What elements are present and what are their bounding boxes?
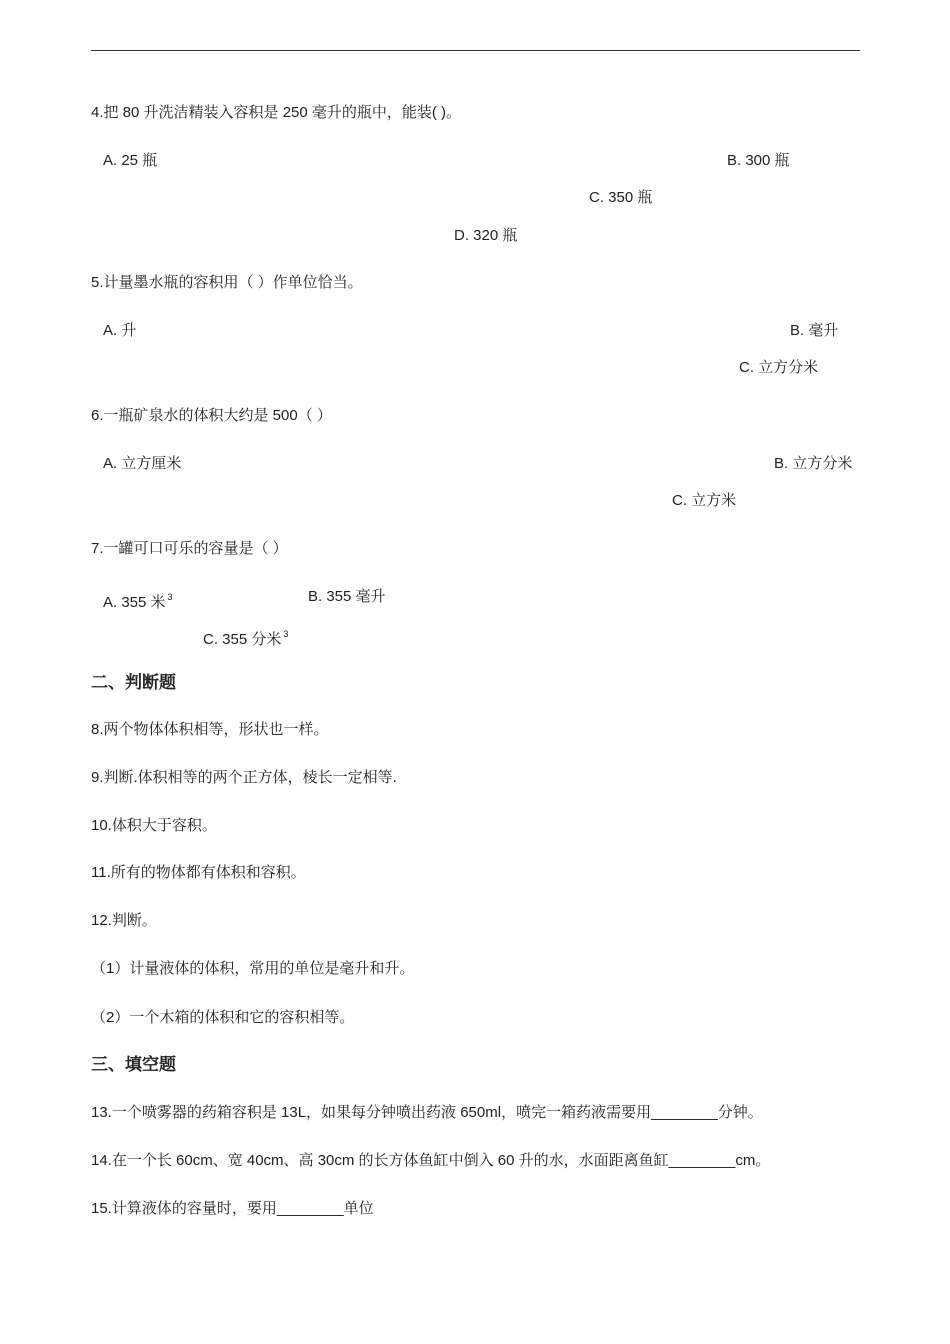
- question-7-option-c-text: C. 355 分米: [203, 631, 282, 648]
- question-10: 10.体积大于容积。: [91, 817, 217, 834]
- question-13: 13.一个喷雾器的药箱容积是 13L，如果每分钟喷出药液 650ml，喷完一箱药液需要用________分钟。: [91, 1104, 763, 1121]
- question-6-option-a[interactable]: A. 立方厘米: [103, 455, 182, 472]
- question-6-option-b[interactable]: B. 立方分米: [774, 455, 853, 472]
- question-12-part-2: （2）一个木箱的体积和它的容积相等。: [91, 1009, 355, 1026]
- question-5-stem: 5.计量墨水瓶的容积用（ ）作单位恰当。: [91, 274, 363, 291]
- question-4-option-c[interactable]: C. 350 瓶: [589, 189, 653, 206]
- question-4-stem: 4.把 80 升洗洁精装入容积是 250 毫升的瓶中，能装( )。: [91, 104, 462, 121]
- question-4-option-b[interactable]: B. 300 瓶: [727, 152, 790, 169]
- question-9: 9.判断.体积相等的两个正方体，棱长一定相等.: [91, 769, 397, 786]
- question-11: 11.所有的物体都有体积和容积。: [91, 864, 306, 881]
- question-7-option-c[interactable]: [203, 624, 288, 650]
- question-7-option-a-text: A. 355 米: [103, 594, 166, 611]
- question-14: 14.在一个长 60cm、宽 40cm、高 30cm 的长方体鱼缸中倒入 60 升的水，水面距离鱼缸________cm。: [91, 1152, 771, 1169]
- question-7-option-a[interactable]: [103, 587, 173, 613]
- question-6-option-c[interactable]: C. 立方米: [672, 492, 737, 509]
- question-15: 15.计算液体的容量时，要用________单位: [91, 1200, 374, 1217]
- question-5-option-a[interactable]: A. 升: [103, 322, 137, 339]
- question-5-option-c[interactable]: C. 立方分米: [739, 359, 819, 376]
- section-heading-judgement: 二、判断题: [91, 673, 176, 692]
- header-rule: [91, 50, 860, 51]
- question-12-stem: 12.判断。: [91, 912, 157, 929]
- question-5-option-b[interactable]: B. 毫升: [790, 322, 839, 339]
- superscript: 3: [167, 592, 173, 602]
- question-7-stem: 7.一罐可口可乐的容量是（ ）: [91, 540, 288, 557]
- question-12-part-1: （1）计量液体的体积，常用的单位是毫升和升。: [91, 960, 415, 977]
- question-4-option-d[interactable]: D. 320 瓶: [454, 227, 518, 244]
- question-4-option-a[interactable]: A. 25 瓶: [103, 152, 158, 169]
- question-7-option-b[interactable]: B. 355 毫升: [308, 588, 386, 605]
- section-heading-fill-in: 三、填空题: [91, 1055, 176, 1074]
- question-6-stem: 6.一瓶矿泉水的体积大约是 500（ ）: [91, 407, 332, 424]
- question-8: 8.两个物体体积相等，形状也一样。: [91, 721, 329, 738]
- superscript: 3: [283, 629, 289, 639]
